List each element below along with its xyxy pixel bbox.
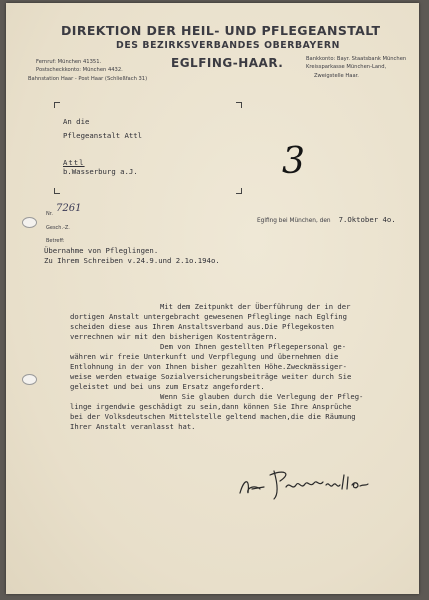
body-line: weise werden etwaige Sozialversicherungsbeiträge weiter durch Sie (70, 372, 352, 381)
subject-line-1: Übernahme von Pfleglingen. (44, 246, 159, 255)
station-line: Bahnstation Haar - Post Haar (Schließfach 31) (28, 75, 148, 82)
body-line: Dem von Ihnen gestellten Pflegepersonal ge- (160, 342, 347, 351)
letterhead-subtitle: DES BEZIRKSVERBANDES OBERBAYERN (116, 40, 340, 51)
gesch-label: Gesch.-Z. (46, 225, 70, 231)
body-line: Wenn Sie glauben durch die Verlegung der Pfleg- (160, 392, 364, 401)
window-corner-bottom-right (236, 188, 242, 194)
handwritten-number: 3 (282, 141, 305, 182)
letterhead-title: DIREKTION DER HEIL- UND PFLEGEANSTALT (61, 23, 381, 38)
savings-bank-line: Kreissparkasse München-Land, (306, 64, 387, 71)
body-line: linge irgendwie geschädigt zu sein,dann können Sie Ihre Ansprüche (70, 402, 352, 411)
branch-line: Zweigstelle Haar. (314, 72, 359, 79)
subject-block (44, 246, 220, 266)
window-corner-top-right (236, 102, 242, 108)
phone-line: Fernruf: München 41351. (36, 59, 102, 65)
body-line: scheiden diese aus Ihrem Anstaltsverband aus.Die Pflegekosten (70, 322, 334, 331)
betreff-label: Betreff: (46, 238, 65, 244)
recipient-line-2: Pflegeanstalt Attl (63, 131, 143, 140)
body-line: verrechnen wir mit den bisherigen Kostenträgern. (70, 332, 278, 341)
recipient-line-3: Attl (63, 158, 85, 167)
date-value: 7.Oktober 4o. (338, 215, 396, 224)
recipient-line-4: b.Wasserburg a.J. (63, 167, 138, 176)
postal-account-line: Postscheckkonto: München 4432. (36, 67, 123, 74)
body-line: Entlohnung in der von Ihnen bisher gezahlten Höhe.Zweckmässiger- (70, 362, 347, 371)
body-line: währen wir freie Unterkunft und Verpflegung und übernehmen die (70, 352, 339, 361)
nr-value: 7261 (56, 203, 82, 214)
punch-hole-lower (22, 374, 37, 385)
body-line: bei der Volksdeutschen Mittelstelle geltend machen,die die Räumung (70, 412, 356, 421)
body-line: Mit dem Zeitpunkt der Überführung der in der (160, 302, 351, 311)
punch-hole-upper (22, 217, 37, 228)
body-line: dortigen Anstalt untergebracht gewesenen Pfleglinge nach Eglfing (70, 312, 347, 321)
letter-body (6, 302, 419, 432)
signature-image (234, 465, 384, 505)
letter-sheet (6, 3, 419, 594)
letterhead-place: EGLFING-HAAR. (171, 56, 284, 70)
date-line (257, 209, 396, 227)
body-line: geleistet und bei uns zum Ersatz angefordert. (70, 382, 265, 391)
window-corner-bottom-left (54, 188, 60, 194)
letterhead-right-info (306, 55, 406, 80)
bank-line: Bankkonto: Bayr. Staatsbank München (306, 56, 407, 62)
subject-line-2: Zu Ihrem Schreiben v.24.9.und 2.1o.194o. (44, 256, 220, 265)
nr-label: Nr. (46, 211, 53, 217)
window-corner-top-left (54, 102, 60, 108)
recipient-line-1: An die (63, 117, 90, 126)
date-prefix: Eglfing bei München, den (257, 218, 331, 224)
body-line: Ihrer Anstalt veranlasst hat. (70, 422, 196, 431)
letterhead-left-info (28, 58, 147, 83)
